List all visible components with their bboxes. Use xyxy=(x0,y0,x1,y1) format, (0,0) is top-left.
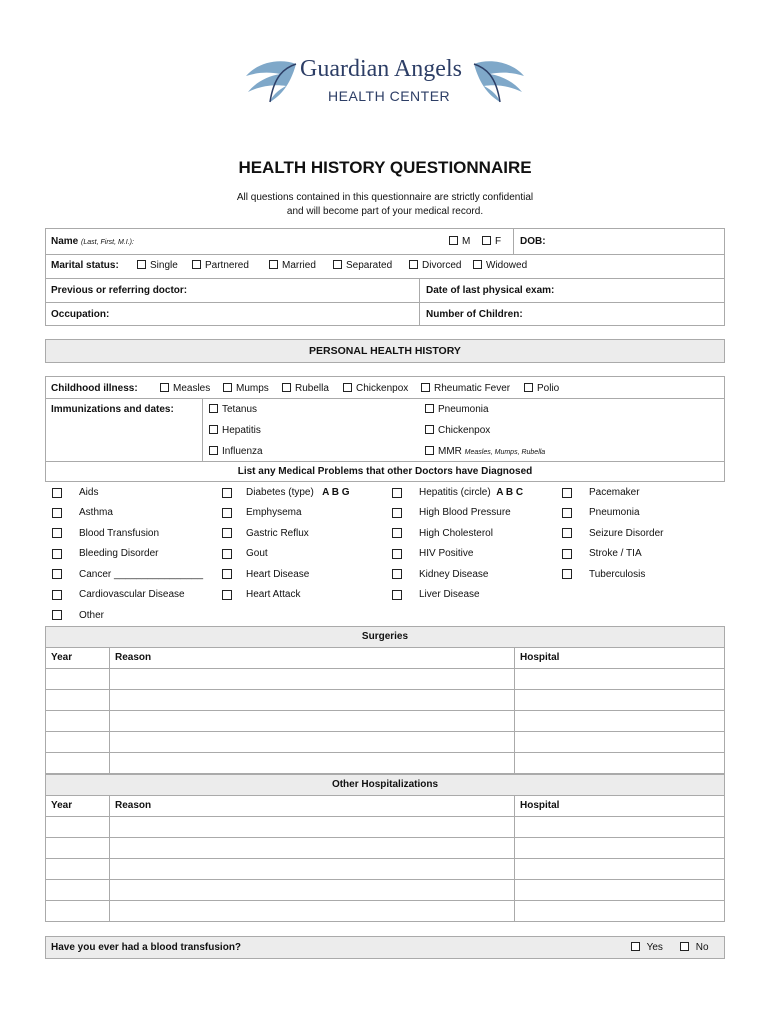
checkbox-icon[interactable] xyxy=(160,383,169,392)
problem-checkbox[interactable] xyxy=(562,569,572,579)
hospitalizations-reason-header: Reason xyxy=(115,800,152,811)
checkbox-icon[interactable] xyxy=(209,425,218,434)
problem-checkbox[interactable] xyxy=(222,508,232,518)
problem-checkbox[interactable] xyxy=(52,610,62,620)
problem-item: Liver Disease xyxy=(419,589,480,600)
transfusion-yes-option[interactable]: Yes xyxy=(631,942,663,953)
checkbox-icon[interactable] xyxy=(409,260,418,269)
children-label: Number of Children: xyxy=(426,309,523,320)
childhood-rubella[interactable]: Rubella xyxy=(282,383,329,394)
problem-item: Seizure Disorder xyxy=(589,528,664,539)
checkbox-icon[interactable] xyxy=(425,425,434,434)
checkbox-icon[interactable] xyxy=(209,446,218,455)
problem-item: Heart Disease xyxy=(246,569,310,580)
marital-widowed[interactable]: Widowed xyxy=(473,260,527,271)
problem-checkbox[interactable] xyxy=(52,590,62,600)
problem-checkbox[interactable] xyxy=(392,508,402,518)
problem-checkbox[interactable] xyxy=(562,549,572,559)
problem-checkbox[interactable] xyxy=(222,569,232,579)
childhood-polio[interactable]: Polio xyxy=(524,383,559,394)
problem-item: Blood Transfusion xyxy=(79,528,160,539)
checkbox-icon[interactable] xyxy=(482,236,491,245)
marital-separated[interactable]: Separated xyxy=(333,260,392,271)
problem-checkbox[interactable] xyxy=(562,508,572,518)
subtitle-line-1: All questions contained in this questionnaire are strictly confidential xyxy=(236,192,534,203)
checkbox-icon[interactable] xyxy=(524,383,533,392)
problem-checkbox[interactable] xyxy=(392,569,402,579)
problem-checkbox[interactable] xyxy=(562,488,572,498)
surgeries-year-header: Year xyxy=(51,652,73,663)
problem-checkbox[interactable] xyxy=(52,528,62,538)
checkbox-icon[interactable] xyxy=(631,942,640,951)
surgeries-heading: Surgeries xyxy=(45,626,725,648)
problem-item: Cancer ________________ xyxy=(79,569,203,580)
checkbox-icon[interactable] xyxy=(421,383,430,392)
checkbox-icon[interactable] xyxy=(473,260,482,269)
problem-item: Hepatitis (circle) xyxy=(419,487,491,498)
dob-label: DOB: xyxy=(520,236,546,247)
medical-problems-heading: List any Medical Problems that other Doctors have Diagnosed xyxy=(45,462,725,482)
checkbox-icon[interactable] xyxy=(282,383,291,392)
surgeries-reason-header: Reason xyxy=(115,652,152,663)
problem-item: Gout xyxy=(246,548,268,559)
childhood-illness-label: Childhood illness: xyxy=(51,383,138,394)
marital-partnered[interactable]: Partnered xyxy=(192,260,249,271)
problem-checkbox[interactable] xyxy=(52,569,62,579)
problem-checkbox[interactable] xyxy=(222,590,232,600)
childhood-chickenpox[interactable]: Chickenpox xyxy=(343,383,408,394)
checkbox-icon[interactable] xyxy=(333,260,342,269)
problem-item: Tuberculosis xyxy=(589,569,646,580)
logo xyxy=(240,52,530,108)
left-wing-icon xyxy=(240,56,298,104)
problem-checkbox[interactable] xyxy=(222,528,232,538)
sex-female-option[interactable]: F xyxy=(482,236,501,247)
subtitle-line-2: and will become part of your medical record. xyxy=(286,206,484,217)
childhood-mumps[interactable]: Mumps xyxy=(223,383,269,394)
problem-item: Aids xyxy=(79,487,99,498)
problem-checkbox[interactable] xyxy=(52,488,62,498)
checkbox-icon[interactable] xyxy=(680,942,689,951)
problem-item: High Blood Pressure xyxy=(419,507,511,518)
problem-checkbox[interactable] xyxy=(52,508,62,518)
checkbox-icon[interactable] xyxy=(343,383,352,392)
immunization-hepatitis[interactable]: Hepatitis xyxy=(209,425,261,436)
marital-divorced[interactable]: Divorced xyxy=(409,260,461,271)
immunization-influenza[interactable]: Influenza xyxy=(209,446,263,457)
problem-item: Other xyxy=(79,610,105,621)
page-title: HEALTH HISTORY QUESTIONNAIRE xyxy=(238,158,532,177)
hospitalizations-year-header: Year xyxy=(51,800,73,811)
immunizations-label: Immunizations and dates: xyxy=(51,404,174,415)
problem-item: Pacemaker xyxy=(589,487,640,498)
hospitalizations-hospital-header: Hospital xyxy=(520,800,560,811)
problem-checkbox[interactable] xyxy=(392,528,402,538)
problem-item: Diabetes (type) xyxy=(246,487,314,498)
immunization-tetanus[interactable]: Tetanus xyxy=(209,404,257,415)
problem-item: Bleeding Disorder xyxy=(79,548,159,559)
checkbox-icon[interactable] xyxy=(425,446,434,455)
last-exam-label: Date of last physical exam: xyxy=(426,285,555,296)
problem-checkbox[interactable] xyxy=(392,549,402,559)
problem-item: Stroke / TIA xyxy=(589,548,642,559)
hepatitis-types[interactable]: A B C xyxy=(496,487,524,498)
problem-checkbox[interactable] xyxy=(392,488,402,498)
problem-checkbox[interactable] xyxy=(222,488,232,498)
marital-label: Marital status: xyxy=(51,260,119,271)
problem-checkbox[interactable] xyxy=(392,590,402,600)
patient-info-box xyxy=(45,228,725,326)
occupation-label: Occupation: xyxy=(51,309,110,320)
mmr-note: Measles, Mumps, Rubella xyxy=(464,449,546,456)
checkbox-icon[interactable] xyxy=(223,383,232,392)
problem-checkbox[interactable] xyxy=(562,528,572,538)
sex-male-option[interactable]: M xyxy=(449,236,470,247)
checkbox-icon[interactable] xyxy=(449,236,458,245)
checkbox-icon[interactable] xyxy=(269,260,278,269)
problem-checkbox[interactable] xyxy=(52,549,62,559)
problem-item: Gastric Reflux xyxy=(246,528,309,539)
logo-name: Guardian Angels xyxy=(300,56,462,82)
problem-item: Pneumonia xyxy=(589,507,640,518)
immunization-pneumonia[interactable]: Pneumonia xyxy=(425,404,489,415)
surgeries-hospital-header: Hospital xyxy=(520,652,560,663)
childhood-rheumatic-fever[interactable]: Rheumatic Fever xyxy=(421,383,510,394)
name-hint: (Last, First, M.I.): xyxy=(81,239,134,246)
checkbox-icon[interactable] xyxy=(192,260,201,269)
page-subtitle xyxy=(0,191,770,219)
problem-item: High Cholesterol xyxy=(419,528,493,539)
hospitalizations-heading: Other Hospitalizations xyxy=(45,774,725,796)
problem-item: HIV Positive xyxy=(419,548,474,559)
transfusion-no-option[interactable]: No xyxy=(680,942,709,953)
checkbox-icon[interactable] xyxy=(425,404,434,413)
marital-married[interactable]: Married xyxy=(269,260,316,271)
immunization-mmr[interactable]: MMR Measles, Mumps, Rubella xyxy=(425,446,545,457)
previous-doctor-label: Previous or referring doctor: xyxy=(51,285,188,296)
checkbox-icon[interactable] xyxy=(137,260,146,269)
problem-item: Asthma xyxy=(79,507,113,518)
logo-subtitle: HEALTH CENTER xyxy=(328,88,451,104)
personal-history-heading: PERSONAL HEALTH HISTORY xyxy=(45,339,725,363)
transfusion-question: Have you ever had a blood transfusion? xyxy=(51,942,242,953)
problem-item: Heart Attack xyxy=(246,589,301,600)
marital-single[interactable]: Single xyxy=(137,260,178,271)
diabetes-types[interactable]: A B G xyxy=(322,487,350,498)
problem-item: Kidney Disease xyxy=(419,569,489,580)
problem-item: Emphysema xyxy=(246,507,302,518)
immunization-chickenpox[interactable]: Chickenpox xyxy=(425,425,490,436)
right-wing-icon xyxy=(472,56,530,104)
childhood-measles[interactable]: Measles xyxy=(160,383,210,394)
checkbox-icon[interactable] xyxy=(209,404,218,413)
name-label: Name xyxy=(51,236,79,247)
problem-item: Cardiovascular Disease xyxy=(79,589,185,600)
problem-checkbox[interactable] xyxy=(222,549,232,559)
medical-problems-list xyxy=(0,487,770,627)
